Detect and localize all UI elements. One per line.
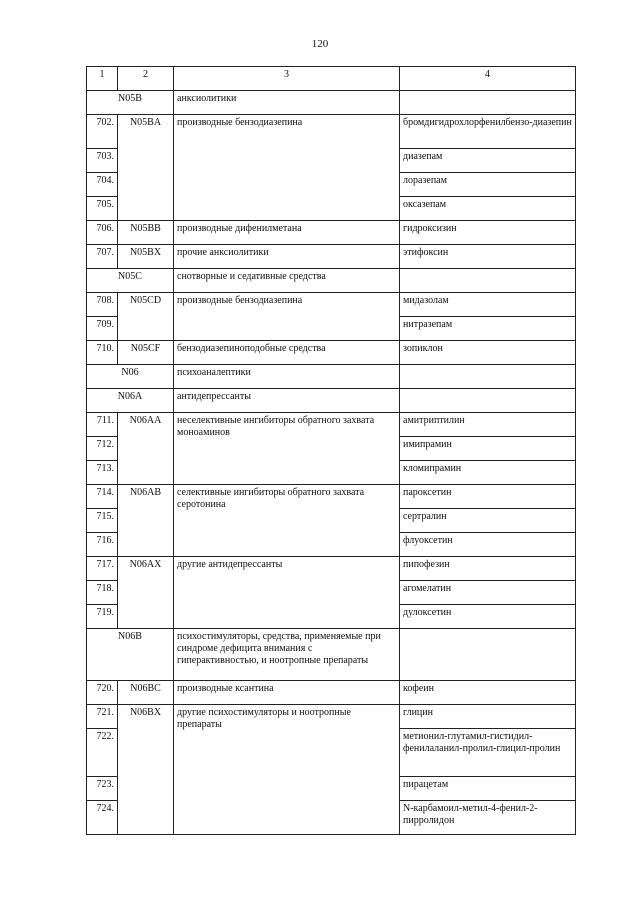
row-number: 720. [87, 681, 118, 705]
group-name: производные ксантина [174, 681, 400, 705]
table-row [87, 485, 576, 509]
group-name-line: другие психостимуляторы и ноотропные [177, 707, 351, 718]
row-number: 705. [87, 197, 118, 221]
drug-name: глицин [400, 705, 576, 729]
section-name-line: психостимуляторы, средства, применяемые при [177, 631, 381, 642]
drug-name: имипрамин [400, 437, 576, 461]
group-name: производные дифенилметана [174, 221, 400, 245]
drug-name: кофеин [400, 681, 576, 705]
table-row [87, 221, 576, 245]
section-name: антидепрессанты [174, 389, 400, 413]
atc-code: N05BA [118, 115, 174, 221]
drug-name: пирацетам [400, 777, 576, 801]
section-row [87, 91, 576, 115]
group-name-line: селективные ингибиторы обратного захвата [177, 487, 365, 498]
section-code: N06A [87, 389, 174, 413]
drug-name: амитриптилин [400, 413, 576, 437]
drug-name: флуоксетин [400, 533, 576, 557]
header-col-3: 3 [174, 67, 400, 91]
group-name: прочие анксиолитики [174, 245, 400, 269]
atc-code: N06BC [118, 681, 174, 705]
empty-cell [400, 269, 576, 293]
row-number: 721. [87, 705, 118, 729]
drug-name: нитразепам [400, 317, 576, 341]
header-col-1: 1 [87, 67, 118, 91]
empty-cell [400, 629, 576, 681]
section-row [87, 269, 576, 293]
drug-name: дулоксетин [400, 605, 576, 629]
atc-code: N06AX [118, 557, 174, 629]
table-row [87, 293, 576, 317]
section-row [87, 365, 576, 389]
group-name [174, 413, 400, 485]
group-name-line: неселективные ингибиторы обратного захвата [177, 415, 375, 426]
drug-name: метионил-глутамил-гистидил-фенилаланил-пролил-глицил-пролин [400, 729, 576, 777]
row-number: 708. [87, 293, 118, 317]
table-row [87, 557, 576, 581]
row-number: 704. [87, 173, 118, 197]
empty-cell [400, 365, 576, 389]
drug-name: агомелатин [400, 581, 576, 605]
atc-code: N05CF [118, 341, 174, 365]
header-col-2: 2 [118, 67, 174, 91]
drug-name: лоразепам [400, 173, 576, 197]
section-code: N05C [87, 269, 174, 293]
row-number: 718. [87, 581, 118, 605]
group-name [174, 705, 400, 835]
page-number: 120 [311, 38, 329, 50]
drug-name: зопиклон [400, 341, 576, 365]
row-number: 712. [87, 437, 118, 461]
table-row [87, 413, 576, 437]
row-number: 709. [87, 317, 118, 341]
table-row [87, 681, 576, 705]
drug-name: кломипрамин [400, 461, 576, 485]
row-number: 719. [87, 605, 118, 629]
section-name-line: синдроме дефицита внимания с [177, 643, 313, 654]
drug-table [86, 66, 576, 835]
section-code: N06 [87, 365, 174, 389]
section-name: психоаналептики [174, 365, 400, 389]
empty-cell [400, 389, 576, 413]
atc-code: N05BX [118, 245, 174, 269]
table-row [87, 115, 576, 149]
header-col-4: 4 [400, 67, 576, 91]
atc-code: N06AA [118, 413, 174, 485]
table-row [87, 341, 576, 365]
drug-name: N-карбамоил-метил-4-фенил-2-пирролидон [400, 801, 576, 835]
section-name [174, 629, 400, 681]
row-number: 707. [87, 245, 118, 269]
atc-code: N05CD [118, 293, 174, 341]
drug-name: пипофезин [400, 557, 576, 581]
group-name: производные бензодиазепина [174, 115, 400, 221]
row-number: 715. [87, 509, 118, 533]
atc-code: N06AB [118, 485, 174, 557]
section-name-line: гиперактивностью, и ноотропные препараты [177, 655, 369, 666]
section-row [87, 389, 576, 413]
table-row [87, 705, 576, 729]
empty-cell [400, 91, 576, 115]
atc-code: N05BB [118, 221, 174, 245]
group-name: бензодиазепиноподобные средства [174, 341, 400, 365]
group-name-line: серотонина [177, 499, 226, 510]
table-header-row [87, 67, 576, 91]
row-number: 714. [87, 485, 118, 509]
group-name-line: моноаминов [177, 427, 230, 438]
group-name-line: препараты [177, 719, 222, 730]
section-name: анксиолитики [174, 91, 400, 115]
drug-name: этифоксин [400, 245, 576, 269]
drug-name: пароксетин [400, 485, 576, 509]
row-number: 706. [87, 221, 118, 245]
section-row [87, 629, 576, 681]
row-number: 713. [87, 461, 118, 485]
drug-name: сертралин [400, 509, 576, 533]
row-number: 710. [87, 341, 118, 365]
drug-name: гидроксизин [400, 221, 576, 245]
atc-code: N06BX [118, 705, 174, 835]
group-name [174, 485, 400, 557]
row-number: 703. [87, 149, 118, 173]
row-number: 722. [87, 729, 118, 777]
section-code: N05B [87, 91, 174, 115]
drug-name: оксазепам [400, 197, 576, 221]
drug-name: бромдигидрохлорфенилбензо-диазепин [400, 115, 576, 149]
row-number: 717. [87, 557, 118, 581]
group-name: производные бензодиазепина [174, 293, 400, 341]
row-number: 724. [87, 801, 118, 835]
section-code: N06B [87, 629, 174, 681]
row-number: 711. [87, 413, 118, 437]
row-number: 702. [87, 115, 118, 149]
group-name: другие антидепрессанты [174, 557, 400, 629]
row-number: 723. [87, 777, 118, 801]
row-number: 716. [87, 533, 118, 557]
drug-name: диазепам [400, 149, 576, 173]
table-row [87, 245, 576, 269]
section-name: снотворные и седативные средства [174, 269, 400, 293]
drug-name: мидазолам [400, 293, 576, 317]
